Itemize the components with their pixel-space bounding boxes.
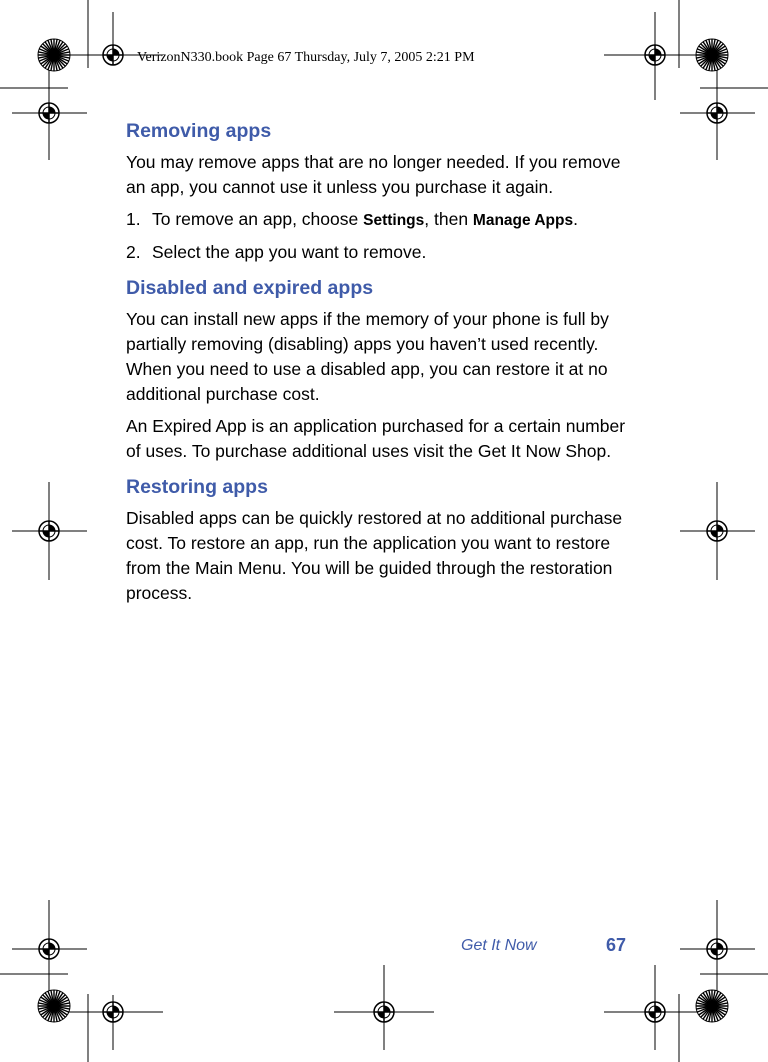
section-paragraph: An Expired App is an application purchased for a certain number of uses. To purchase additional uses visit the Get It Now Shop. (126, 416, 626, 461)
section-removing-apps (126, 118, 626, 265)
section-heading: Disabled and expired apps (126, 277, 374, 299)
section-paragraph: Disabled apps can be quickly restored at no additional purchase cost. To restore an app, run the application you want to restore from the Main Menu. You will be guided through the restoration process. (126, 508, 623, 603)
step-1 (126, 207, 626, 233)
step-text: . (573, 209, 578, 229)
section-paragraph: You can install new apps if the memory of your phone is full by partially removing (disabling) apps you haven’t used recently. When you need to use a disabled app, you can restore it at no additional purchase cost. (126, 309, 609, 404)
step-text: Select the app you want to remove. (152, 242, 427, 262)
section-heading: Restoring apps (126, 476, 268, 498)
page-content (126, 118, 626, 616)
step-text: To remove an app, choose (152, 209, 364, 229)
menu-term-settings: Settings (363, 212, 425, 229)
section-restoring-apps (126, 474, 626, 606)
menu-term-manage-apps: Manage Apps (472, 212, 574, 229)
footer-page-number: 67 (606, 935, 627, 955)
section-disabled-expired-apps (126, 275, 626, 464)
print-info-header: VerizonN330.book Page 67 Thursday, July 7, 2005 2:21 PM (137, 50, 475, 65)
section-heading: Removing apps (126, 120, 272, 142)
step-2 (126, 240, 626, 265)
footer-section-name: Get It Now (461, 937, 537, 954)
section-paragraph: You may remove apps that are no longer needed. If you remove an app, you cannot use it unless you purchase it again. (126, 152, 621, 197)
step-text: , then (424, 209, 473, 229)
step-number: 1. (126, 209, 141, 229)
step-number: 2. (126, 242, 141, 262)
